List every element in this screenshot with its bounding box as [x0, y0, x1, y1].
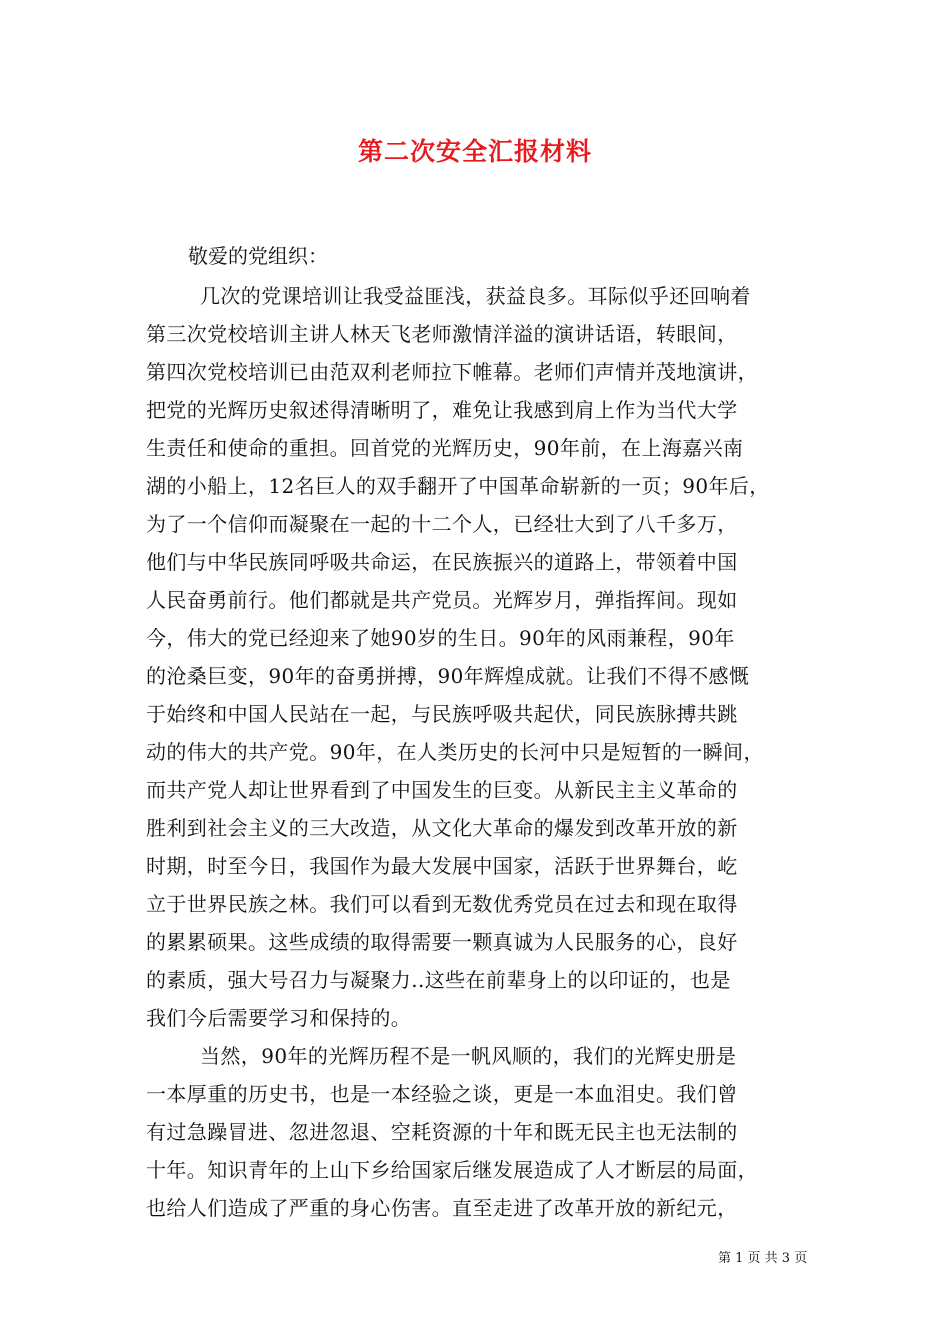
paragraph-1-line: 的素质，强大号召力与凝聚力..这些在前辈身上的以印证的，也是: [146, 968, 731, 992]
paragraph-1-line: 第四次党校培训已由范双利老师拉下帷幕。老师们声情并茂地演讲，: [146, 360, 758, 384]
paragraph-1-line: 的沧桑巨变，90年的奋勇拼搏，90年辉煌成就。让我们不得不感慨: [146, 664, 750, 688]
paragraph-1-line: 而共产党人却让世界看到了中国发生的巨变。从新民主主义革命的: [146, 778, 738, 802]
paragraph-1-line: 他们与中华民族同呼吸共命运，在民族振兴的道路上，带领着中国: [146, 550, 738, 574]
paragraph-1-line: 湖的小船上，12名巨人的双手翻开了中国革命崭新的一页；90年后，: [146, 474, 770, 498]
paragraph-1-line: 立于世界民族之林。我们可以看到无数优秀党员在过去和现在取得: [146, 892, 738, 916]
paragraph-1-line: 第三次党校培训主讲人林天飞老师激情洋溢的演讲话语，转眼间，: [146, 322, 738, 346]
paragraph-1-line: 生责任和使命的重担。回首党的光辉历史，90年前，在上海嘉兴南: [146, 436, 744, 460]
paragraph-1-line: 时期，时至今日，我国作为最大发展中国家，活跃于世界舞台，屹: [146, 854, 738, 878]
paragraph-1-line: 于始终和中国人民站在一起，与民族呼吸共起伏，同民族脉搏共跳: [146, 702, 738, 726]
body-text: [146, 277, 818, 1227]
page-number: 第 1 页 共 3 页: [718, 1251, 808, 1266]
paragraph-1-line: 今，伟大的党已经迎来了她90岁的生日。90年的风雨兼程，90年: [146, 626, 735, 650]
paragraph-1-line: 人民奋勇前行。他们都就是共产党员。光辉岁月，弹指挥间。现如: [146, 588, 738, 612]
paragraph-1-line: 把党的光辉历史叙述得清晰明了，难免让我感到肩上作为当代大学: [146, 398, 738, 422]
paragraph-1-line: 动的伟大的共产党。90年，在人类历史的长河中只是短暂的一瞬间，: [146, 740, 764, 764]
paragraph-1-line: 的累累硕果。这些成绩的取得需要一颗真诚为人民服务的心，良好: [146, 930, 738, 954]
paragraph-1-line: 胜利到社会主义的三大改造，从文化大革命的爆发到改革开放的新: [146, 816, 738, 840]
paragraph-2-line: 十年。知识青年的上山下乡给国家后继发展造成了人才断层的局面，: [146, 1158, 758, 1182]
paragraph-1-line: 几次的党课培训让我受益匪浅，获益良多。耳际似乎还回响着: [200, 284, 751, 308]
paragraph-2-line: 当然，90年的光辉历程不是一帆风顺的，我们的光辉史册是: [200, 1044, 737, 1068]
salutation: 敬爱的党组织：: [188, 244, 328, 268]
document-title: 第二次安全汇报材料: [357, 137, 592, 166]
paragraph-2-line: 有过急躁冒进、忽进忽退、空耗资源的十年和既无民主也无法制的: [146, 1120, 738, 1144]
paragraph-2-line: 一本厚重的历史书，也是一本经验之谈，更是一本血泪史。我们曾: [146, 1082, 738, 1106]
paragraph-2-line: 也给人们造成了严重的身心伤害。直至走进了改革开放的新纪元，: [146, 1196, 738, 1220]
paragraph-1-line: 为了一个信仰而凝聚在一起的十二个人，已经壮大到了八千多万，: [146, 512, 738, 536]
paragraph-1-line: 我们今后需要学习和保持的。: [146, 1006, 412, 1030]
